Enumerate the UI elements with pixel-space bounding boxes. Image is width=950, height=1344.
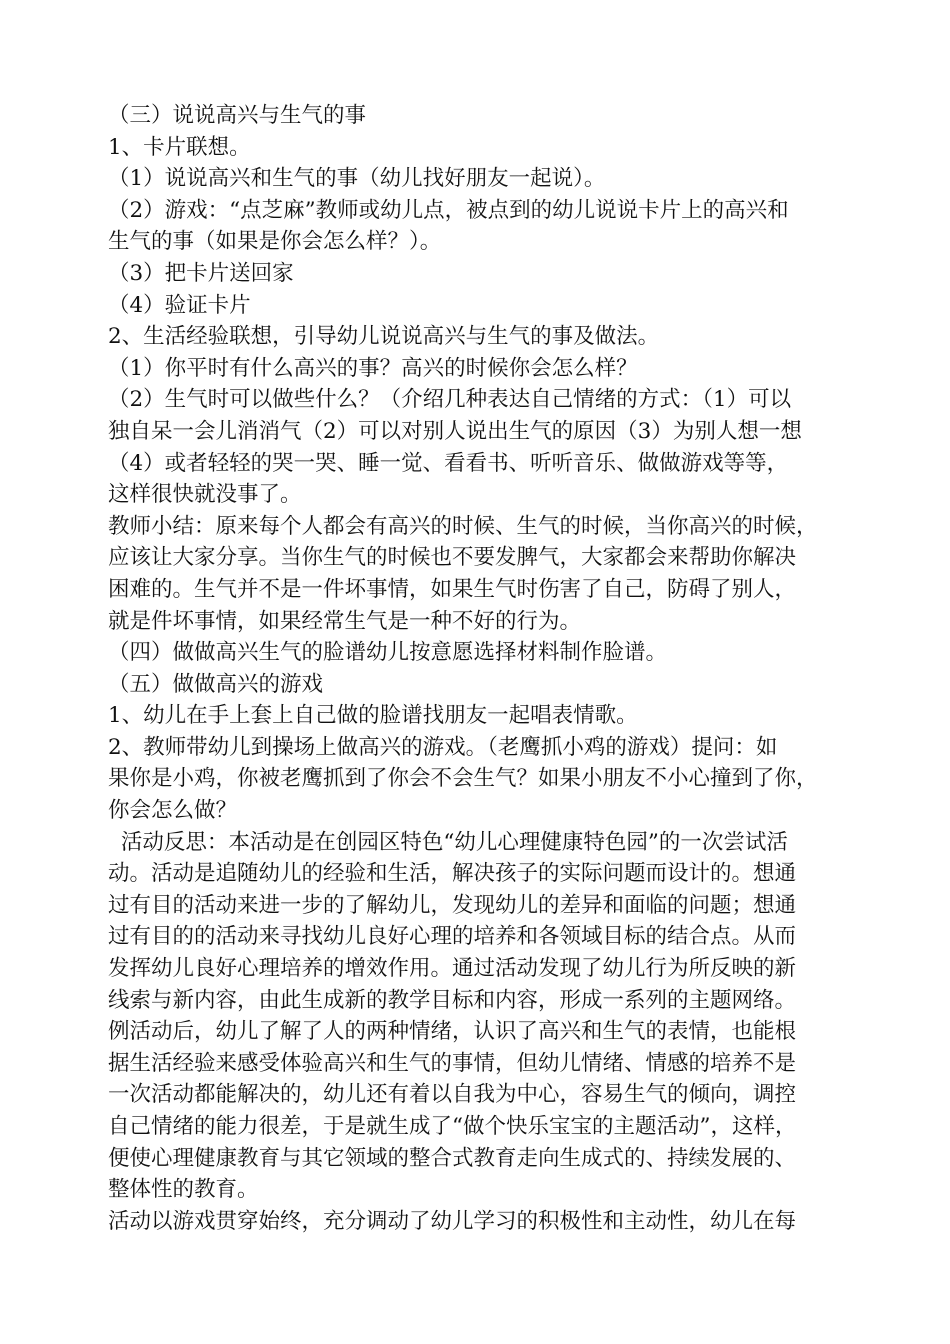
text-line: 应该让大家分享。当你生气的时候也不要发脾气，大家都会来帮助你解决 (108, 545, 797, 571)
text-line: （2）游戏：“点芝麻”教师或幼儿点，被点到的幼儿说说卡片上的高兴和 (108, 197, 789, 223)
text-line: 据生活经验来感受体验高兴和生气的事情，但幼儿情绪、情感的培养不是 (108, 1050, 797, 1076)
text-line: 动。活动是追随幼儿的经验和生活，解决孩子的实际问题而设计的。想通 (108, 861, 797, 887)
text-line: 这样很快就没事了。 (108, 482, 302, 508)
text-line: 就是件坏事情，如果经常生气是一种不好的行为。 (108, 608, 582, 634)
text-line: 线索与新内容，由此生成新的教学目标和内容，形成一系列的主题网络。 (108, 987, 797, 1013)
text-line: 1、卡片联想。 (108, 134, 251, 160)
text-line: 活动以游戏贯穿始终，充分调动了幼儿学习的积极性和主动性，幼儿在每 (108, 1208, 797, 1234)
text-line: 困难的。生气并不是一件坏事情，如果生气时伤害了自己，防碍了别人， (108, 576, 797, 602)
text-line: 例活动后，幼儿了解了人的两种情绪，认识了高兴和生气的表情，也能根 (108, 1019, 797, 1045)
text-line: 一次活动都能解决的，幼儿还有着以自我为中心，容易生气的倾向，调控 (108, 1082, 797, 1108)
section-heading-3: （三）说说高兴与生气的事 (108, 103, 367, 128)
text-line: （1）你平时有什么高兴的事？高兴的时候你会怎么样？ (108, 355, 638, 381)
text-line: 便使心理健康教育与其它领域的整合式教育走向生成式的、持续发展的、 (108, 1145, 797, 1171)
section-heading-5: （五）做做高兴的游戏 (108, 671, 324, 697)
text-line: 1、幼儿在手上套上自己做的脸谱找朋友一起唱表情歌。 (108, 703, 638, 729)
text-line: 整体性的教育。 (108, 1177, 259, 1203)
text-line: 2、教师带幼儿到操场上做高兴的游戏。（老鹰抓小鸡的游戏）提问：如 (108, 734, 778, 760)
text-line: 果你是小鸡，你被老鹰抓到了你会不会生气？如果小朋友不小心撞到了你， (108, 766, 818, 792)
text-line: 独自呆一会儿消消气（2）可以对别人说出生气的原因（3）为别人想一想 (108, 418, 802, 444)
reflection-line: 活动反思：本活动是在创园区特色“幼儿心理健康特色园”的一次尝试活 (120, 829, 788, 855)
section-heading-4: （四）做做高兴生气的脸谱幼儿按意愿选择材料制作脸谱。 (108, 640, 668, 666)
text-line: 过有目的活动来进一步的了解幼儿，发现幼儿的差异和面临的问题；想通 (108, 892, 797, 918)
document-body (108, 100, 868, 1237)
text-line: 自己情绪的能力很差，于是就生成了“做个快乐宝宝的主题活动”，这样， (108, 1114, 797, 1139)
text-line: （2）生气时可以做些什么？（介绍几种表达自己情绪的方式：（1）可以 (108, 387, 792, 413)
text-line: （1）说说高兴和生气的事（幼儿找好朋友一起说）。 (108, 166, 606, 192)
text-line: （3）把卡片送回家 (108, 260, 294, 286)
text-line: 生气的事（如果是你会怎么样？）。 (108, 229, 442, 255)
text-line: （4）或者轻轻的哭一哭、睡一觉、看看书、听听音乐、做做游戏等等， (108, 450, 789, 476)
text-line: 教师小结：原来每个人都会有高兴的时候、生气的时候，当你高兴的时候， (108, 513, 818, 539)
text-line: 过有目的的活动来寻找幼儿良好心理的培养和各领域目标的结合点。从而 (108, 924, 797, 950)
text-line: 2、生活经验联想，引导幼儿说说高兴与生气的事及做法。 (108, 324, 660, 350)
text-line: （4）验证卡片 (108, 292, 251, 318)
text-line: 你会怎么做？ (108, 798, 238, 824)
text-line: 发挥幼儿良好心理培养的增效作用。通过活动发现了幼儿行为所反映的新 (108, 956, 797, 982)
